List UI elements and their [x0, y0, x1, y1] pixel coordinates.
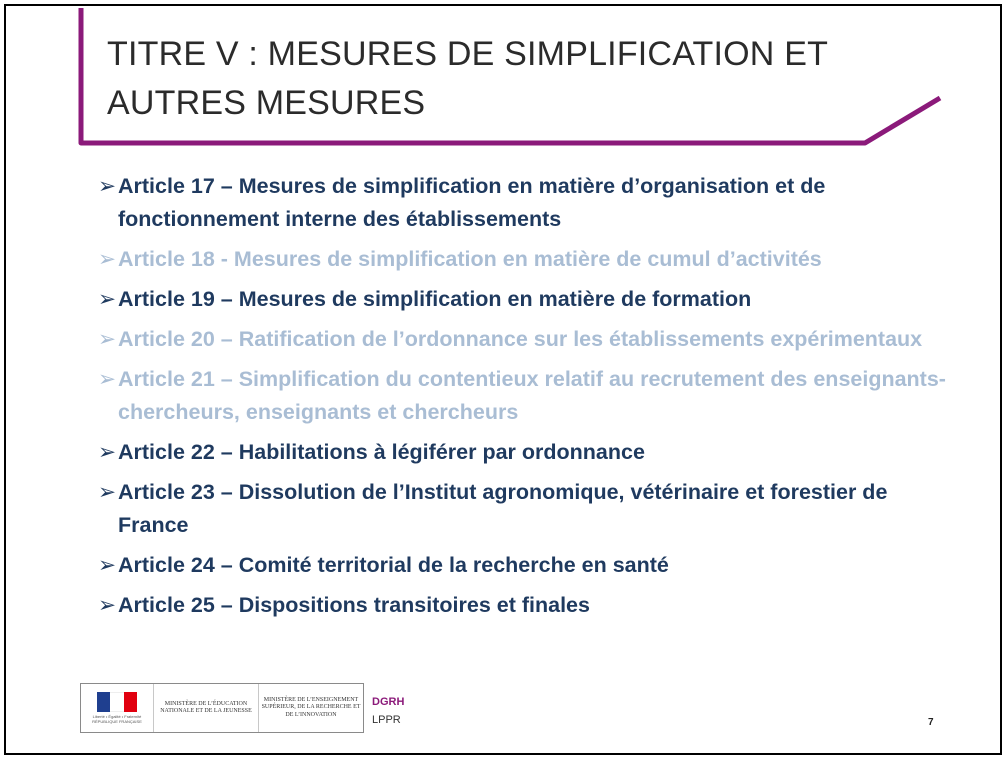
- arrow-bullet-icon: ➢: [98, 480, 117, 504]
- arrow-bullet-icon: ➢: [98, 593, 117, 617]
- article-item: [98, 170, 958, 236]
- arrow-bullet-icon: ➢: [98, 287, 117, 311]
- article-item: [98, 243, 958, 276]
- slide-title-line2: AUTRES MESURES: [107, 84, 426, 122]
- arrow-bullet-icon: ➢: [98, 367, 117, 391]
- slide-title: [107, 30, 887, 128]
- republique-francaise-logo: [81, 684, 154, 732]
- article-item: [98, 363, 958, 429]
- article-text: Article 22 – Habilitations à légiférer par ordonnance: [118, 440, 645, 464]
- ministry-research-label: MINISTÈRE DE L’ENSEIGNEMENT SUPÉRIEUR, DE LA RECHERCHE ET DE L’INNOVATION: [258, 684, 363, 732]
- article-item: [98, 323, 958, 356]
- article-text: Article 18 - Mesures de simplification en matière de cumul d’activités: [118, 247, 822, 271]
- article-item: [98, 283, 958, 316]
- article-text: Article 21 – Simplification du contentieux relatif au recrutement des enseignants-chercheurs, enseignants et chercheurs: [118, 367, 946, 424]
- ministry-education-label: MINISTÈRE DE L’ÉDUCATION NATIONALE ET DE LA JEUNESSE: [160, 700, 252, 714]
- arrow-bullet-icon: ➢: [98, 247, 117, 271]
- french-flag-icon: [97, 692, 137, 712]
- page-number: 7: [928, 717, 934, 728]
- slide-title-line1: TITRE V : MESURES DE SIMPLIFICATION ET: [107, 35, 829, 73]
- article-item: [98, 436, 958, 469]
- arrow-bullet-icon: ➢: [98, 440, 117, 464]
- logo-motto: Liberté • Égalité • Fraternité RÉPUBLIQUE FRANÇAISE: [92, 714, 142, 724]
- article-text: Article 25 – Dispositions transitoires et finales: [118, 593, 590, 617]
- article-text: Article 19 – Mesures de simplification en matière de formation: [118, 287, 752, 311]
- article-item: [98, 549, 958, 582]
- footer-lppr: LPPR: [372, 714, 401, 726]
- article-text: Article 23 – Dissolution de l’Institut agronomique, vétérinaire et forestier de France: [118, 480, 888, 537]
- article-item: [98, 476, 958, 542]
- footer-dgrh: DGRH: [372, 696, 405, 708]
- article-text: Article 24 – Comité territorial de la recherche en santé: [118, 553, 669, 577]
- ministry-logo-block: [80, 683, 364, 733]
- article-list: [98, 170, 958, 629]
- arrow-bullet-icon: ➢: [98, 174, 117, 198]
- arrow-bullet-icon: ➢: [98, 327, 117, 351]
- arrow-bullet-icon: ➢: [98, 553, 117, 577]
- article-text: Article 20 – Ratification de l’ordonnance sur les établissements expérimentaux: [118, 327, 923, 351]
- article-item: [98, 589, 958, 622]
- article-text: Article 17 – Mesures de simplification en matière d’organisation et de fonctionnement interne des établissements: [118, 174, 826, 231]
